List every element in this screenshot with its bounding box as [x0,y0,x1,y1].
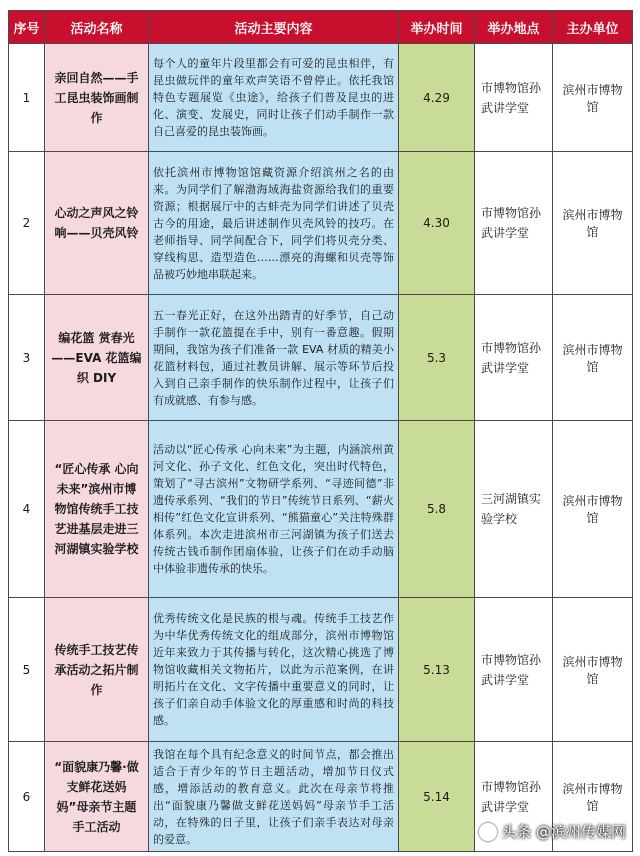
row-activity-name: 心动之声风之铃响——贝壳风铃 [45,152,149,295]
header-location: 举办地点 [475,11,553,44]
row-index: 2 [9,152,45,295]
row-time: 4.30 [399,152,475,295]
row-index: 1 [9,44,45,152]
row-time: 5.13 [399,598,475,742]
activity-table [8,10,633,852]
row-activity-name: 传统手工技艺传承活动之拓片制作 [45,598,149,742]
row-time: 5.14 [399,742,475,852]
row-organizer: 滨州市博物馆 [553,742,633,852]
row-organizer: 滨州市博物馆 [553,598,633,742]
source-watermark [479,821,626,842]
row-activity-content: 依托滨州市博物馆馆藏资源介绍滨州之名的由来。为同学们了解渤海域海盐资源给我们的重要资源；根据展厅中的古蚌壳为同学们讲述了贝壳古今的用途，最后讲述制作贝壳风铃的技巧。在老师指导、同学间配合下，同学们将贝壳分类、穿线构思、造型造色……漂亮的海螺和贝壳等饰品被巧妙地串联起来。 [149,152,399,295]
row-activity-name: “匠心传承 心向未来”滨州市博物馆传统手工技艺进基层走进三河湖镇实验学校 [45,421,149,598]
table-row [9,152,633,295]
row-activity-content: 每个人的童年片段里都会有可爱的昆虫相伴，有昆虫做玩伴的童年欢声笑语不曾停止。依托我馆特色专题展览《虫途》，给孩子们普及昆虫的进化、演变、发展史，同时让孩子们动手制作一款自己喜爱的昆虫装饰画。 [149,44,399,152]
row-index: 3 [9,295,45,421]
header-activity-name: 活动名称 [45,11,149,44]
row-time: 5.3 [399,295,475,421]
table-row [9,44,633,152]
table-row [9,421,633,598]
header-organizer: 主办单位 [553,11,633,44]
row-location: 市博物馆孙武讲学堂 [475,152,553,295]
row-location: 三河湖镇实验学校 [475,421,553,598]
row-index: 6 [9,742,45,852]
row-location: 市博物馆孙武讲学堂 [475,742,553,852]
header-time: 举办时间 [399,11,475,44]
row-location: 市博物馆孙武讲学堂 [475,44,553,152]
table-header-row [9,11,633,44]
row-activity-content: 优秀传统文化是民族的根与魂。传统手工技艺作为中华优秀传统文化的组成部分，滨州市博物馆近年来致力于其传播与转化，这次精心挑选了博物馆收藏相关文物拓片，以此为示范案例，在讲明拓片在文化、文字传播中重要意义的同时，让孩子们亲自动手体验文化的厚重感和时尚的科技感。 [149,598,399,742]
row-organizer: 滨州市博物馆 [553,152,633,295]
table-row [9,598,633,742]
row-time: 4.29 [399,44,475,152]
header-index: 序号 [9,11,45,44]
row-time: 5.8 [399,421,475,598]
row-location: 市博物馆孙武讲学堂 [475,598,553,742]
row-location: 市博物馆孙武讲学堂 [475,295,553,421]
row-organizer: 滨州市博物馆 [553,421,633,598]
row-index: 4 [9,421,45,598]
row-activity-content: 五一春光正好，在这外出踏青的好季节，自己动手制作一款花篮提在手中，别有一番意趣。假期期间，我馆为孩子们准备一款 EVA 材质的精美小花篮材料包，通过社教员讲解、展示等环节后投入到自己亲手制作的快乐制作过程中，让孩子们有成就感、有参与感。 [149,295,399,421]
table-row [9,295,633,421]
watermark-text: 头条 @滨州传媒网 [501,823,626,841]
row-activity-content: 活动以“匠心传承 心向未来”为主题，内涵滨州黄河文化、孙子文化、红色文化，突出时代特色，策划了“寻古滨州”文物研学系列、“寻迹间德”非遗传承系列、“我们的节日”传统节日系列、“薪火相传”红色文化宣讲系列、“熊猫童心”关注特殊群体系列。本次走进滨州市三河湖镇为孩子们送去传统古钱币制作团扇体验，让孩子们在动手动脑中体验非遗传承的快乐。 [149,421,399,598]
row-activity-content: 我馆在每个具有纪念意义的时间节点，都会推出适合于青少年的节日主题活动，增加节日仪式感，增添活动的教育意义。此次在母亲节将推出“面貌康乃馨做支鲜花送妈妈”母亲节手工活动，在特殊的日子里，让孩子们亲手表达对母亲的爱意。 [149,742,399,852]
toutiao-logo-icon [479,823,497,841]
row-activity-name: 编花篮 赏春光——EVA 花篮编织 DIY [45,295,149,421]
row-organizer: 滨州市博物馆 [553,44,633,152]
row-index: 5 [9,598,45,742]
row-organizer: 滨州市博物馆 [553,295,633,421]
row-activity-name: “面貌康乃馨·做支鲜花送妈妈”母亲节主题手工活动 [45,742,149,852]
row-activity-name: 亲回自然——手工昆虫装饰画制作 [45,44,149,152]
header-activity-content: 活动主要内容 [149,11,399,44]
